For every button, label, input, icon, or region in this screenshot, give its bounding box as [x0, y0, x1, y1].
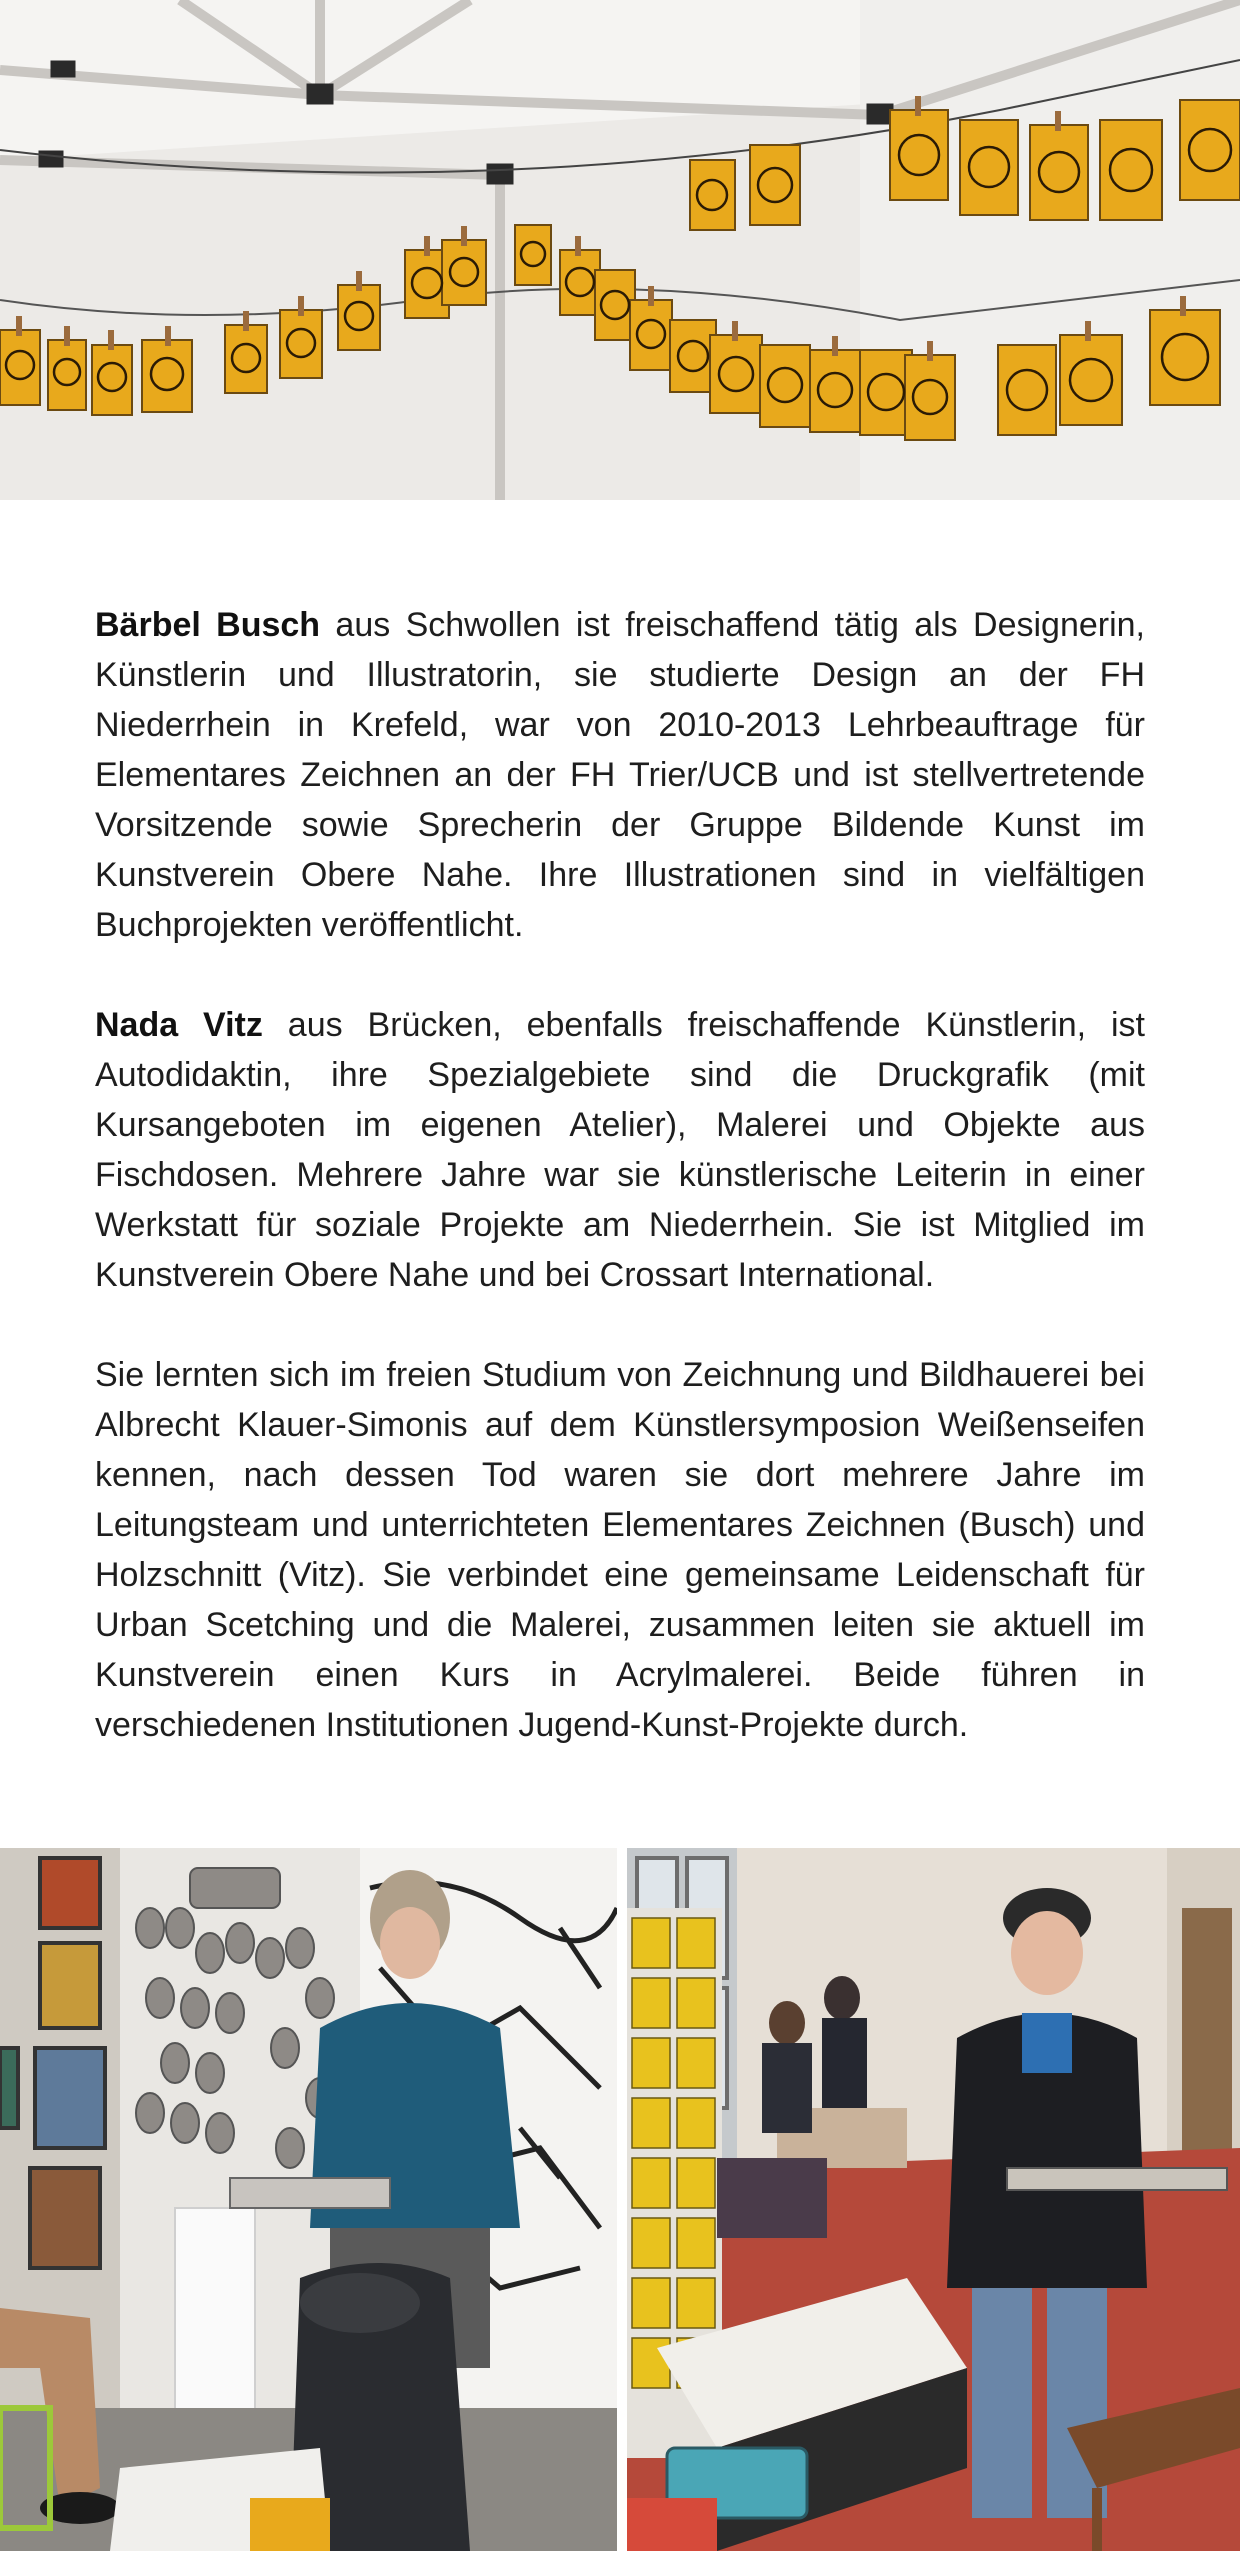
artist-name-busch: Bärbel Busch: [95, 606, 321, 644]
bio-text-vitz: aus Brücken, ebenfalls freischaffende Künstlerin, ist Autodidaktin, ihre Spezialgebiete sind die Druckgrafik (mit Kursangeboten im eigenen Atelier), Malerei und Objekte aus Fischdosen. Mehrere Jahre war sie künstlerische Leiterin in einer Werkstatt für soziale Projekte am Niederrhein. Sie ist Mitglied im Kunstverein Obere Nahe und bei Crossart International.: [95, 1006, 1146, 1294]
artist-name-vitz: Nada Vitz: [95, 1006, 263, 1044]
bio-paragraph-busch: [95, 600, 1145, 950]
photo-artist-exhibition: [0, 1848, 617, 2551]
photo-artist-market: [627, 1848, 1240, 2551]
joint-text: Sie lernten sich im freien Studium von Zeichnung und Bildhauerei bei Albrecht Klauer-Simonis auf dem Künstlersymposion Weißenseifen kennen, nach dessen Tod waren sie dort mehrere Jahre im Leitungsteam und unterrichteten Elementares Zeichnen (Busch) und Holzschnitt (Vitz). Sie verbindet eine gemeinsame Leidenschaft für Urban Scetching und die Malerei, zusammen leiten sie aktuell im Kunstverein einen Kurs in Acrylmalerei. Beide führen in verschiedenen Institutionen Jugend-Kunst-Projekte durch.: [95, 1356, 1145, 1744]
bio-text-busch: aus Schwollen ist freischaffend tätig als Designerin, Künstlerin und Illustratorin, sie studierte Design an der FH Niederrhein in Krefeld, war von 2010-2013 Lehrbeauftrage für Elementares Zeichnen an der FH Trier/UCB und ist stellvertretende Vorsitzende sowie Sprecherin der Gruppe Bildende Kunst im Kunstverein Obere Nahe. Ihre Illustrationen sind in vielfältigen Buchprojekten veröffentlicht.: [95, 606, 1145, 944]
exhibition-illustration: [0, 1848, 617, 2551]
joint-paragraph: [95, 1350, 1145, 1750]
market-illustration: [627, 1848, 1240, 2551]
bio-paragraph-vitz: [95, 1000, 1145, 1300]
hero-photo-tent-portraits: [0, 0, 1240, 500]
tent-portraits-illustration: [0, 0, 1240, 500]
